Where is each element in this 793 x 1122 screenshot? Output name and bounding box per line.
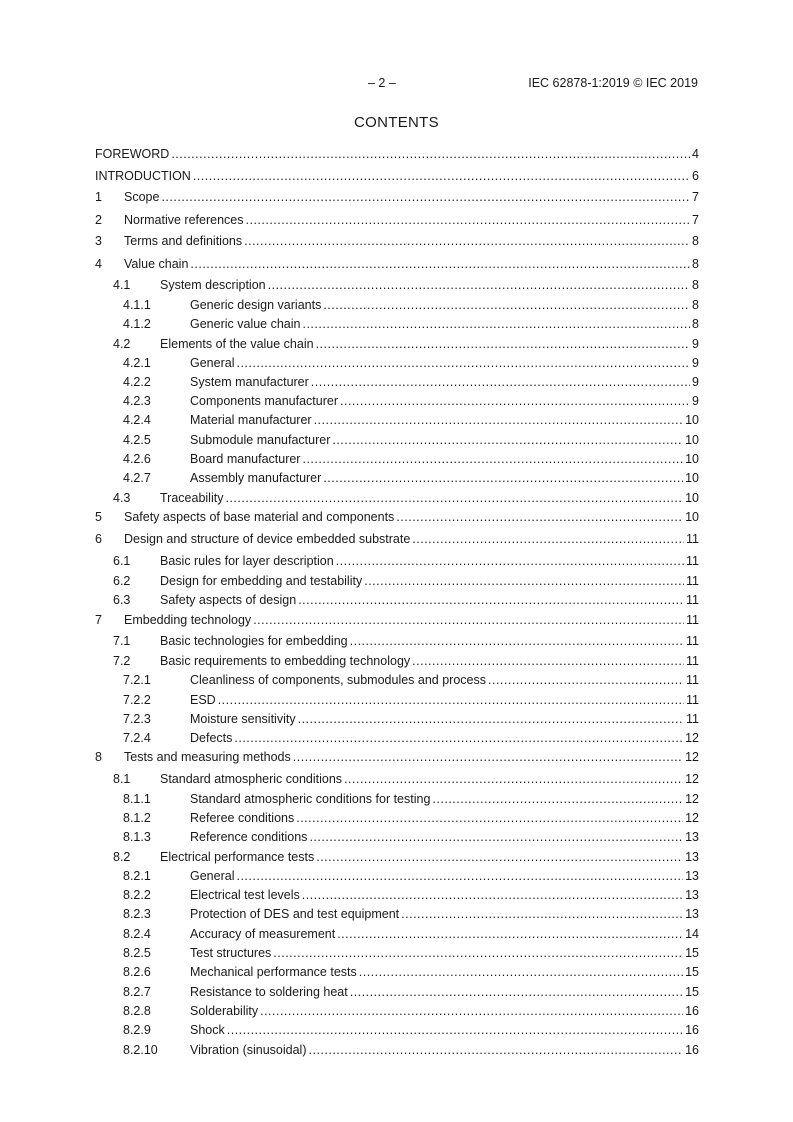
toc-entry-leader [396, 509, 683, 525]
toc-entry-number: 6 [95, 532, 102, 546]
toc-entry-leader [336, 553, 684, 569]
toc-entry-page: 10 [685, 433, 699, 447]
toc-entry[interactable] [95, 412, 699, 428]
toc-entry-leader [401, 906, 683, 922]
toc-entry[interactable] [95, 256, 699, 272]
toc-entry-page: 15 [685, 965, 699, 979]
toc-entry[interactable] [95, 1022, 699, 1038]
toc-entry-page: 6 [692, 169, 699, 183]
toc-entry-leader [311, 374, 690, 390]
toc-entry-number: 4.1.2 [123, 317, 151, 331]
toc-entry-title: Mechanical performance tests [190, 965, 357, 979]
toc-entry[interactable] [95, 297, 699, 313]
toc-entry-leader [323, 470, 683, 486]
toc-entry-number: 4.3 [113, 491, 131, 505]
toc-entry-leader [218, 692, 684, 708]
toc-entry-title: System description [160, 278, 266, 292]
toc-entry-number: 8 [95, 750, 102, 764]
toc-entry[interactable] [95, 1042, 699, 1058]
toc-entry-leader [193, 168, 690, 184]
toc-entry-number: 7.2.2 [123, 693, 151, 707]
toc-entry-page: 11 [686, 554, 699, 568]
toc-entry-number: 4.2.5 [123, 433, 151, 447]
toc-entry[interactable] [95, 711, 699, 727]
toc-entry-leader [309, 1042, 684, 1058]
toc-entry[interactable] [95, 146, 699, 162]
toc-entry-leader [364, 573, 684, 589]
toc-entry-number: 4.1.1 [123, 298, 151, 312]
toc-entry[interactable] [95, 791, 699, 807]
toc-entry-number: 8.2.3 [123, 907, 151, 921]
toc-entry-page: 14 [685, 927, 699, 941]
toc-entry[interactable] [95, 749, 699, 765]
toc-entry-title: Basic requirements to embedding technology [160, 654, 411, 668]
toc-entry-number: 6.1 [113, 554, 131, 568]
toc-entry-number: 7.2 [113, 654, 131, 668]
toc-entry[interactable] [95, 868, 699, 884]
toc-entry-page: 12 [685, 792, 699, 806]
toc-entry-leader [227, 1022, 683, 1038]
toc-entry-page: 15 [685, 946, 699, 960]
toc-entry-leader [432, 791, 683, 807]
toc-entry-page: 13 [685, 888, 699, 902]
toc-entry-number: 4.2.3 [123, 394, 151, 408]
toc-entry-page: 9 [692, 337, 699, 351]
toc-entry-number: 8.2.1 [123, 869, 151, 883]
toc-entry-leader [359, 964, 683, 980]
toc-entry-number: 6.3 [113, 593, 131, 607]
toc-entry-title: Electrical performance tests [160, 850, 315, 864]
page-title: CONTENTS [354, 114, 439, 131]
toc-entry[interactable] [95, 573, 699, 589]
toc-entry-page: 11 [686, 593, 699, 607]
toc-entry-title: Generic value chain [190, 317, 301, 331]
toc-entry-page: 11 [686, 574, 699, 588]
toc-entry-number: 4.2.4 [123, 413, 151, 427]
toc-entry[interactable] [95, 470, 699, 486]
toc-entry[interactable] [95, 336, 699, 352]
toc-entry-page: 12 [685, 811, 699, 825]
toc-entry-leader [298, 711, 684, 727]
toc-entry-page: 16 [685, 1043, 699, 1057]
toc-entry-leader [234, 730, 683, 746]
toc-entry-page: 16 [685, 1004, 699, 1018]
toc-entry-page: 7 [692, 213, 699, 227]
toc-entry-title: Protection of DES and test equipment [190, 907, 400, 921]
toc-entry-number: 2 [95, 213, 102, 227]
toc-entry-page: 12 [685, 750, 699, 764]
toc-entry-title: Reference conditions [190, 830, 308, 844]
toc-entry-title: Normative references [124, 213, 244, 227]
toc-entry[interactable] [95, 653, 699, 669]
toc-entry[interactable] [95, 355, 699, 371]
toc-entry-page: 13 [685, 830, 699, 844]
toc-entry-leader [412, 531, 684, 547]
toc-entry-number: 8.1.3 [123, 830, 151, 844]
toc-entry-leader [323, 297, 690, 313]
page-header [0, 76, 793, 92]
toc-entry-title: System manufacturer [190, 375, 309, 389]
toc-entry-page: 10 [685, 510, 699, 524]
toc-entry-title: Standard atmospheric conditions [160, 772, 343, 786]
toc-entry[interactable] [95, 887, 699, 903]
toc-entry-leader [293, 749, 683, 765]
toc-entry[interactable] [95, 1003, 699, 1019]
toc-entry-number: 7.2.1 [123, 673, 151, 687]
toc-entry-leader [337, 926, 683, 942]
toc-entry-page: 8 [692, 278, 699, 292]
toc-entry-leader [268, 277, 690, 293]
toc-entry-title: Safety aspects of design [160, 593, 297, 607]
toc-entry[interactable] [95, 277, 699, 293]
toc-entry-leader [488, 672, 684, 688]
toc-entry[interactable] [95, 592, 699, 608]
toc-entry-page: 8 [692, 317, 699, 331]
toc-entry-page: 12 [685, 772, 699, 786]
toc-entry-leader [344, 771, 683, 787]
toc-entry-title: Safety aspects of base material and components [124, 510, 395, 524]
toc-entry-page: 4 [692, 147, 699, 161]
toc-entry[interactable] [95, 168, 699, 184]
toc-entry[interactable] [95, 553, 699, 569]
toc-entry-number: 8.2 [113, 850, 131, 864]
toc-entry[interactable] [95, 810, 699, 826]
toc-entry-page: 7 [692, 190, 699, 204]
toc-entry-leader [244, 233, 690, 249]
toc-entry[interactable] [95, 926, 699, 942]
toc-entry-number: 1 [95, 190, 102, 204]
toc-entry-page: 10 [685, 471, 699, 485]
toc-entry[interactable] [95, 849, 699, 865]
toc-entry-title: Basic technologies for embedding [160, 634, 348, 648]
toc-entry-page: 10 [685, 452, 699, 466]
toc-entry-number: 4.2.6 [123, 452, 151, 466]
toc-entry[interactable] [95, 212, 699, 228]
toc-entry-page: 12 [685, 731, 699, 745]
toc-entry-page: 9 [692, 394, 699, 408]
toc-entry-leader [161, 189, 690, 205]
toc-entry-number: 4.2.7 [123, 471, 151, 485]
toc-entry-leader [260, 1003, 683, 1019]
toc-entry-page: 11 [686, 712, 699, 726]
toc-entry-number: 4.2.1 [123, 356, 151, 370]
toc-entry-number: 8.1 [113, 772, 131, 786]
toc-entry[interactable] [95, 829, 699, 845]
toc-entry-number: 8.2.4 [123, 927, 151, 941]
toc-entry-number: 8.2.8 [123, 1004, 151, 1018]
toc-entry-number: 4 [95, 257, 102, 271]
toc-entry-leader [225, 490, 683, 506]
toc-entry-number: 8.2.5 [123, 946, 151, 960]
toc-entry-title: Electrical test levels [190, 888, 300, 902]
toc-entry-leader [316, 849, 683, 865]
toc-entry-page: 10 [685, 413, 699, 427]
toc-entry-number: 8.1.1 [123, 792, 151, 806]
toc-entry-title: Test structures [190, 946, 272, 960]
toc-entry[interactable] [95, 984, 699, 1000]
toc-entry-leader [253, 612, 684, 628]
toc-entry[interactable] [95, 633, 699, 649]
toc-entry[interactable] [95, 612, 699, 628]
toc-entry-leader [412, 653, 684, 669]
toc-entry-leader [302, 887, 683, 903]
toc-entry-title: Design and structure of device embedded substrate [124, 532, 411, 546]
toc-entry-leader [302, 451, 683, 467]
toc-entry-title: Terms and definitions [124, 234, 243, 248]
toc-entry-title: Vibration (sinusoidal) [190, 1043, 307, 1057]
toc-entry-page: 13 [685, 850, 699, 864]
toc-entry-leader [309, 829, 683, 845]
toc-entry-title: Traceability [160, 491, 224, 505]
toc-entry-title: ESD [190, 693, 216, 707]
toc-entry-page: 9 [692, 356, 699, 370]
toc-entry-number: 8.2.7 [123, 985, 151, 999]
toc-entry-leader [350, 984, 683, 1000]
toc-entry-title: FOREWORD [95, 147, 170, 161]
toc-entry-title: Submodule manufacturer [190, 433, 331, 447]
toc-entry-page: 11 [686, 673, 699, 687]
toc-entry-page: 11 [686, 634, 699, 648]
toc-entry-leader [246, 212, 691, 228]
toc-entry-number: 8.2.6 [123, 965, 151, 979]
toc-entry-page: 11 [686, 613, 699, 627]
toc-entry-number: 7.1 [113, 634, 131, 648]
toc-entry-number: 7.2.4 [123, 731, 151, 745]
toc-entry-leader [298, 592, 684, 608]
toc-entry-title: General [190, 356, 235, 370]
toc-entry-title: Assembly manufacturer [190, 471, 322, 485]
toc-entry-page: 11 [686, 654, 699, 668]
toc-entry-leader [296, 810, 683, 826]
toc-entry-title: Standard atmospheric conditions for testing [190, 792, 431, 806]
toc-entry-number: 6.2 [113, 574, 131, 588]
toc-entry-number: 8.2.2 [123, 888, 151, 902]
toc-entry-page: 16 [685, 1023, 699, 1037]
toc-entry-leader [350, 633, 684, 649]
toc-entry[interactable] [95, 490, 699, 506]
toc-entry-number: 8.2.10 [123, 1043, 158, 1057]
toc-entry[interactable] [95, 730, 699, 746]
toc-entry-title: INTRODUCTION [95, 169, 191, 183]
toc-entry-leader [332, 432, 683, 448]
toc-entry-page: 15 [685, 985, 699, 999]
toc-entry-leader [190, 256, 690, 272]
toc-entry[interactable] [95, 393, 699, 409]
toc-entry[interactable] [95, 374, 699, 390]
toc-entry-page: 9 [692, 375, 699, 389]
toc-entry[interactable] [95, 672, 699, 688]
toc-entry-title: General [190, 869, 235, 883]
toc-entry-page: 8 [692, 257, 699, 271]
toc-entry-title: Material manufacturer [190, 413, 312, 427]
toc-entry-page: 13 [685, 907, 699, 921]
toc-entry[interactable] [95, 531, 699, 547]
toc-entry[interactable] [95, 509, 699, 525]
toc-entry-leader [171, 146, 690, 162]
toc-entry-title: Accuracy of measurement [190, 927, 336, 941]
page-number: – 2 – [368, 76, 396, 90]
toc-entry-title: Design for embedding and testability [160, 574, 363, 588]
toc-entry-number: 4.1 [113, 278, 131, 292]
toc-entry[interactable] [95, 432, 699, 448]
toc-entry[interactable] [95, 945, 699, 961]
toc-entry-number: 4.2.2 [123, 375, 151, 389]
toc-entry-title: Tests and measuring methods [124, 750, 291, 764]
toc-entry-title: Elements of the value chain [160, 337, 314, 351]
toc-entry-leader [273, 945, 683, 961]
toc-entry-page: 10 [685, 491, 699, 505]
toc-entry-title: Scope [124, 190, 160, 204]
toc-entry-number: 5 [95, 510, 102, 524]
toc-entry-number: 8.1.2 [123, 811, 151, 825]
toc-entry-number: 3 [95, 234, 102, 248]
toc-entry[interactable] [95, 316, 699, 332]
toc-entry-title: Cleanliness of components, submodules and process [190, 673, 487, 687]
toc-entry-title: Resistance to soldering heat [190, 985, 348, 999]
toc-entry[interactable] [95, 233, 699, 249]
toc-entry-page: 8 [692, 298, 699, 312]
toc-entry-title: Solderability [190, 1004, 259, 1018]
toc-entry-title: Defects [190, 731, 233, 745]
toc-entry-title: Embedding technology [124, 613, 252, 627]
toc-entry-title: Basic rules for layer description [160, 554, 334, 568]
toc-entry-title: Value chain [124, 257, 189, 271]
toc-entry[interactable] [95, 771, 699, 787]
toc-entry[interactable] [95, 189, 699, 205]
toc-entry-leader [340, 393, 690, 409]
toc-entry[interactable] [95, 964, 699, 980]
toc-entry[interactable] [95, 906, 699, 922]
toc-entry-title: Shock [190, 1023, 225, 1037]
toc-entry-page: 11 [686, 532, 699, 546]
standard-reference: IEC 62878-1:2019 © IEC 2019 [528, 76, 698, 90]
toc-entry-leader [236, 355, 690, 371]
toc-entry-number: 8.2.9 [123, 1023, 151, 1037]
toc-entry-title: Components manufacturer [190, 394, 338, 408]
toc-entry-number: 7 [95, 613, 102, 627]
toc-entry-page: 13 [685, 869, 699, 883]
toc-entry-leader [314, 412, 684, 428]
toc-entry-leader [302, 316, 690, 332]
toc-entry-leader [316, 336, 690, 352]
toc-entry-title: Referee conditions [190, 811, 295, 825]
toc-entry-title: Generic design variants [190, 298, 322, 312]
toc-entry-title: Moisture sensitivity [190, 712, 296, 726]
toc-entry-number: 4.2 [113, 337, 131, 351]
toc-entry-number: 7.2.3 [123, 712, 151, 726]
toc-entry[interactable] [95, 451, 699, 467]
toc-entry[interactable] [95, 692, 699, 708]
toc-entry-page: 11 [686, 693, 699, 707]
toc-entry-title: Board manufacturer [190, 452, 301, 466]
toc-entry-page: 8 [692, 234, 699, 248]
toc-entry-leader [236, 868, 683, 884]
